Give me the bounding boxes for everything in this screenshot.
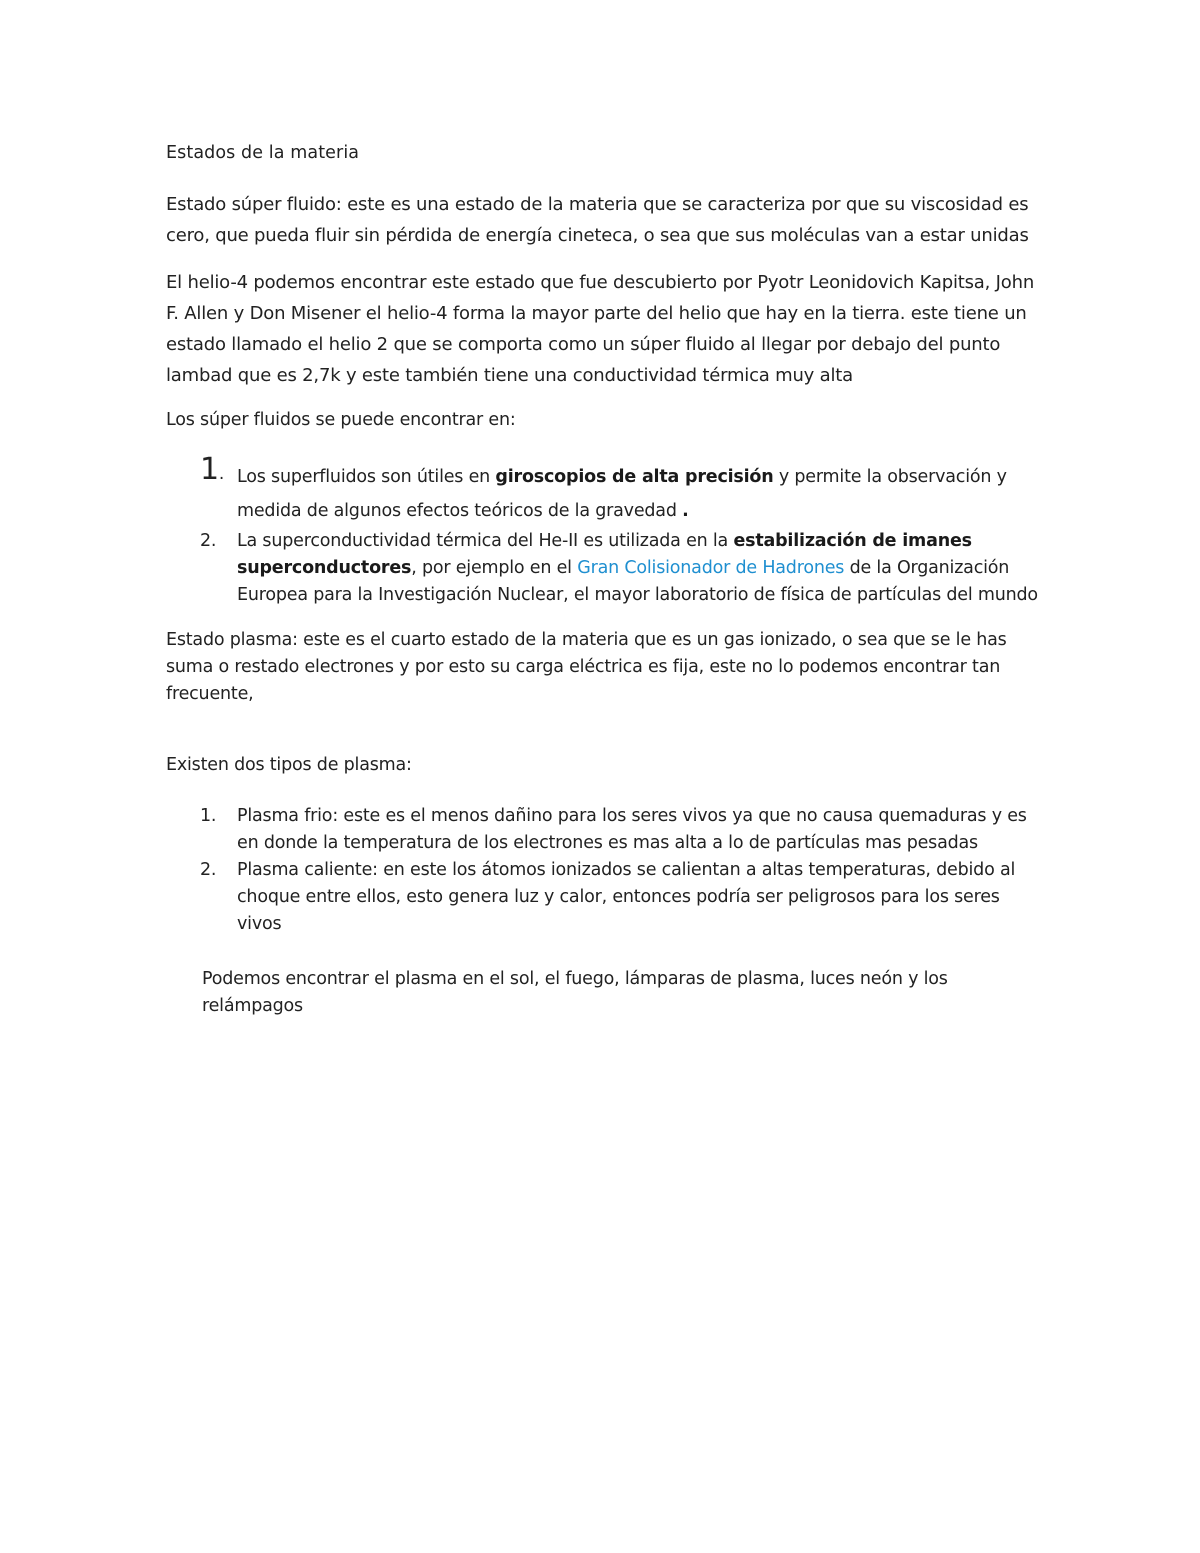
paragraph-plasma: Estado plasma: este es el cuarto estado de la materia que es un gas ionizado, o sea que se le has suma o restado electrones y por esto su carga eléctrica es fija, este no lo podemos encontrar tan frecuente, bbox=[166, 630, 1007, 704]
list-item bbox=[166, 528, 1046, 609]
list-item-text: Plasma frio: este es el menos dañino para los seres vivos ya que no causa quemaduras y es en donde la temperatura de los electrones es mas alta a lo de partículas mas pesadas bbox=[237, 806, 1027, 853]
list-item-text: , por ejemplo en el bbox=[411, 558, 578, 578]
document-page bbox=[166, 140, 1046, 1038]
list-marker: 1. bbox=[200, 806, 217, 826]
paragraph-superfluid: Estado súper fluido: este es una estado de la materia que se caracteriza por que su viscosidad es cero, que pueda fluir sin pérdida de energía cineteca, o sea que sus moléculas van a estar unidas bbox=[166, 194, 1029, 246]
paragraph-plasma-examples: Podemos encontrar el plasma en el sol, el fuego, lámparas de plasma, luces neón y los relámpagos bbox=[202, 969, 948, 1016]
list-item-text: y permite la observación y medida de algunos efectos teóricos de la gravedad bbox=[237, 467, 1007, 521]
paragraph-helium-4: El helio-4 podemos encontrar este estado que fue descubierto por Pyotr Leonidovich Kapitsa, John F. Allen y Don Misener el helio-4 forma la mayor parte del helio que hay en la tierra. este tiene un estado llamado el helio 2 que se comporta como un súper fluido al llegar por debajo del punto lambad que es 2,7k y este también tiene una conductividad térmica muy alta bbox=[166, 272, 1035, 386]
superfluid-uses-list bbox=[166, 452, 1046, 609]
bold-text: giroscopios de alta precisión bbox=[495, 467, 774, 487]
bold-text: estabilización de imanes superconductores bbox=[237, 531, 972, 578]
list-marker: 2. bbox=[200, 860, 217, 880]
list-marker: 2. bbox=[200, 531, 217, 551]
list-item bbox=[166, 857, 1046, 938]
list-marker: 1. bbox=[200, 452, 225, 487]
list-item-text: Plasma caliente: en este los átomos ionizados se calientan a altas temperaturas, debido al choque entre ellos, esto genera luz y calor, entonces podría ser peligrosos para los seres vivos bbox=[237, 860, 1016, 934]
list-item bbox=[166, 803, 1046, 857]
plasma-types-list bbox=[166, 803, 1046, 938]
document-title: Estados de la materia bbox=[166, 143, 360, 163]
hadron-collider-link[interactable]: Gran Colisionador de Hadrones bbox=[577, 558, 845, 578]
list-item-text: La superconductividad térmica del He-II es utilizada en la bbox=[237, 531, 734, 551]
paragraph-plasma-types: Existen dos tipos de plasma: bbox=[166, 755, 412, 775]
list-item-text: Los superfluidos son útiles en bbox=[237, 467, 496, 487]
paragraph-superfluids-found: Los súper fluidos se puede encontrar en: bbox=[166, 410, 516, 430]
list-item-text: de la Organización Europea para la Investigación Nuclear, el mayor laboratorio de física de partículas del mundo bbox=[237, 558, 1038, 605]
bold-text: . bbox=[682, 501, 689, 521]
list-item bbox=[166, 452, 1046, 528]
